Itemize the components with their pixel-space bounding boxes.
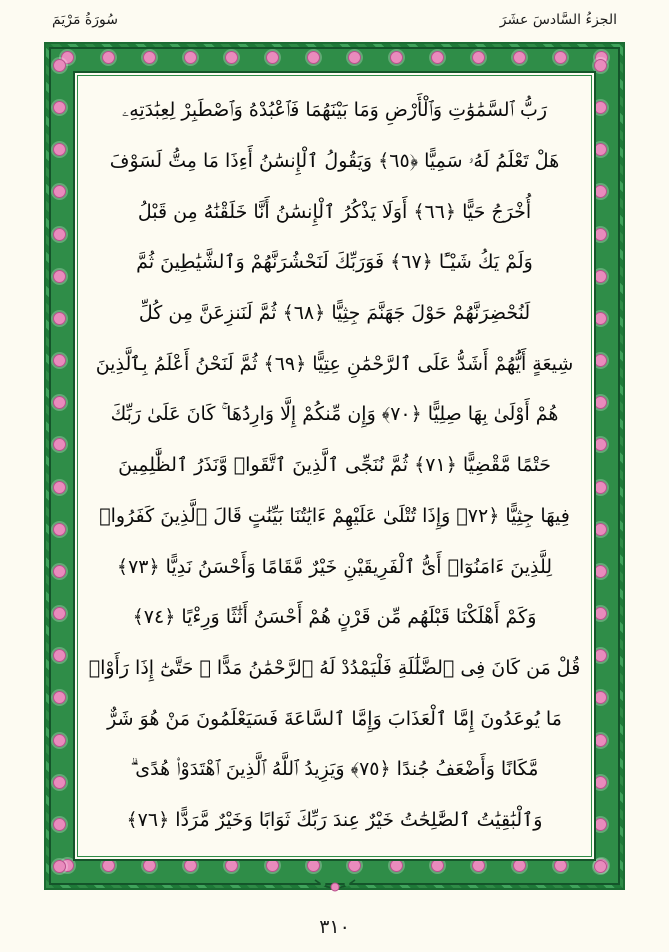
quran-line xyxy=(92,187,577,238)
quran-line xyxy=(92,86,577,137)
quran-line-text: هُمْ أَوْلَىٰ بِهَا صِلِيًّا ﴿٧٠﴾ وَإِن مِّنكُمْ إِلَّا وَارِدُهَا ۚ كَانَ عَلَىٰ رَبِّكَ xyxy=(110,403,559,426)
rosette-icon xyxy=(143,51,156,64)
rosette-icon xyxy=(431,51,444,64)
quran-line xyxy=(92,289,577,340)
quran-line xyxy=(92,491,577,542)
quran-line-text: وَكَمْ أَهْلَكْنَا قَبْلَهُم مِّن قَرْنٍ هُمْ أَحْسَنُ أَثَٰثًا وَرِءْيًا ﴿٧٤﴾ xyxy=(132,606,537,629)
rosette-icon xyxy=(307,51,320,64)
rosette-column-left xyxy=(53,49,75,883)
quran-line-text: هَلْ تَعْلَمُ لَهُۥ سَمِيًّا ﴿٦٥﴾ وَيَقُولُ ٱلْإِنسَٰنُ أَءِذَا مَا مِتُّ لَسَوْفَ xyxy=(109,150,560,173)
page-header xyxy=(0,0,669,34)
rosette-icon xyxy=(184,51,197,64)
quran-line-text: شِيعَةٍ أَيُّهُمْ أَشَدُّ عَلَى ٱلرَّحْمَٰنِ عِتِيًّا ﴿٦٩﴾ ثُمَّ لَنَحْنُ أَعْلَمُ بِٱلَّذِينَ xyxy=(95,352,574,375)
quran-line-text: مَا يُوعَدُونَ إِمَّا ٱلْعَذَابَ وَإِمَّا ٱلسَّاعَةَ فَسَيَعْلَمُونَ مَنْ هُوَ شَرٌّ xyxy=(107,707,562,730)
rosette-icon xyxy=(390,51,403,64)
rosette-icon xyxy=(53,691,66,704)
quran-line-text: وَلَمْ يَكُ شَيْـًٔا ﴿٦٧﴾ فَوَرَبِّكَ لَنَحْشُرَنَّهُمْ وَٱلشَّيَٰطِينَ ثُمَّ xyxy=(136,251,533,274)
rosette-icon xyxy=(53,438,66,451)
rosette-icon xyxy=(53,649,66,662)
juz-label: الجزءُ السَّادسَ عشَرَ xyxy=(499,12,617,28)
rosette-icon xyxy=(53,59,66,72)
rosette-icon xyxy=(53,396,66,409)
rosette-icon xyxy=(53,312,66,325)
rosette-icon xyxy=(53,228,66,241)
rosette-icon xyxy=(53,818,66,831)
text-frame xyxy=(73,71,596,861)
quran-line xyxy=(92,795,577,846)
rosette-icon xyxy=(225,51,238,64)
text-area xyxy=(77,75,592,857)
quran-line-text: حَتْمًا مَّقْضِيًّا ﴿٧١﴾ ثُمَّ نُنَجِّى ٱلَّذِينَ ٱتَّقَوا۟ وَّنَذَرُ ٱلظَّٰلِمِينَ xyxy=(118,454,551,477)
ornament-bud-icon xyxy=(311,878,359,892)
quran-line xyxy=(92,339,577,390)
rosette-icon xyxy=(53,734,66,747)
quran-line-text: لِلَّذِينَ ءَامَنُوٓا۟ أَىُّ ٱلْفَرِيقَيْنِ خَيْرٌ مَّقَامًا وَأَحْسَنُ نَدِيًّا ﴿٧٣﴾ xyxy=(116,555,553,578)
rosette-icon xyxy=(53,185,66,198)
page-number: ٣١٠ xyxy=(319,916,350,938)
rosette-icon xyxy=(472,51,485,64)
rosette-icon xyxy=(554,51,567,64)
quran-line xyxy=(92,137,577,188)
quran-line xyxy=(92,593,577,644)
rosette-icon xyxy=(513,51,526,64)
rosette-icon xyxy=(53,481,66,494)
quran-text-lines xyxy=(88,86,581,846)
rosette-icon xyxy=(266,51,279,64)
quran-line xyxy=(92,542,577,593)
ornamental-border-band xyxy=(49,47,620,885)
rosette-icon xyxy=(53,607,66,620)
page-footer xyxy=(0,916,669,938)
rosette-icon xyxy=(102,51,115,64)
quran-line-text: رَبُّ ٱلسَّمَٰوَٰتِ وَٱلْأَرْضِ وَمَا بَيْنَهُمَا فَٱعْبُدْهُ وَٱصْطَبِرْ لِعِبَٰدَتِهِۦ xyxy=(121,99,548,122)
quran-line xyxy=(92,238,577,289)
quran-line xyxy=(92,390,577,441)
rosette-column-right xyxy=(594,49,616,883)
quran-line xyxy=(92,441,577,492)
quran-line-text: فِيهَا جِثِيًّا ﴿٧٢﴾ وَإِذَا تُتْلَىٰ عَلَيْهِمْ ءَايَٰتُنَا بَيِّنَٰتٍ قَالَ ٱلَّذِينَ كَفَرُوا۟ xyxy=(99,504,570,527)
rosette-row-top xyxy=(51,51,618,73)
ornamental-border-outer xyxy=(44,42,625,890)
rosette-icon xyxy=(53,354,66,367)
rosette-icon xyxy=(594,860,607,873)
rosette-icon xyxy=(53,860,66,873)
quran-line xyxy=(92,745,577,796)
quran-line-text: قُلْ مَن كَانَ فِى ٱلضَّلَٰلَةِ فَلْيَمْدُدْ لَهُ ٱلرَّحْمَٰنُ مَدًّا ۚ حَتَّىٰٓ إِذَا رَأَوْا۟ xyxy=(88,656,581,679)
rosette-icon xyxy=(53,523,66,536)
quran-line-text: لَنُحْضِرَنَّهُمْ حَوْلَ جَهَنَّمَ جِثِيًّا ﴿٦٨﴾ ثُمَّ لَنَنزِعَنَّ مِن كُلِّ xyxy=(138,302,531,325)
quran-line-text: مَّكَانًا وَأَضْعَفُ جُندًا ﴿٧٥﴾ وَيَزِيدُ ٱللَّهُ ٱلَّذِينَ ٱهْتَدَوْا۟ هُدًى ۗ xyxy=(130,758,539,781)
quran-line xyxy=(92,694,577,745)
quran-line-text: أُخْرَجُ حَيًّا ﴿٦٦﴾ أَوَلَا يَذْكُرُ ٱلْإِنسَٰنُ أَنَّا خَلَقْنَٰهُ مِن قَبْلُ xyxy=(137,200,532,223)
rosette-icon xyxy=(53,270,66,283)
sura-label: سُورَةُ مَرْيَمَ xyxy=(52,12,118,28)
rosette-icon xyxy=(53,776,66,789)
quran-line xyxy=(88,643,581,694)
rosette-icon xyxy=(53,101,66,114)
rosette-icon xyxy=(53,565,66,578)
rosette-icon xyxy=(348,51,361,64)
quran-line-text: وَٱلْبَٰقِيَٰتُ ٱلصَّٰلِحَٰتُ خَيْرٌ عِندَ رَبِّكَ ثَوَابًا وَخَيْرٌ مَّرَدًّا ﴿٧٦﴾ xyxy=(126,808,543,831)
rosette-icon xyxy=(53,143,66,156)
